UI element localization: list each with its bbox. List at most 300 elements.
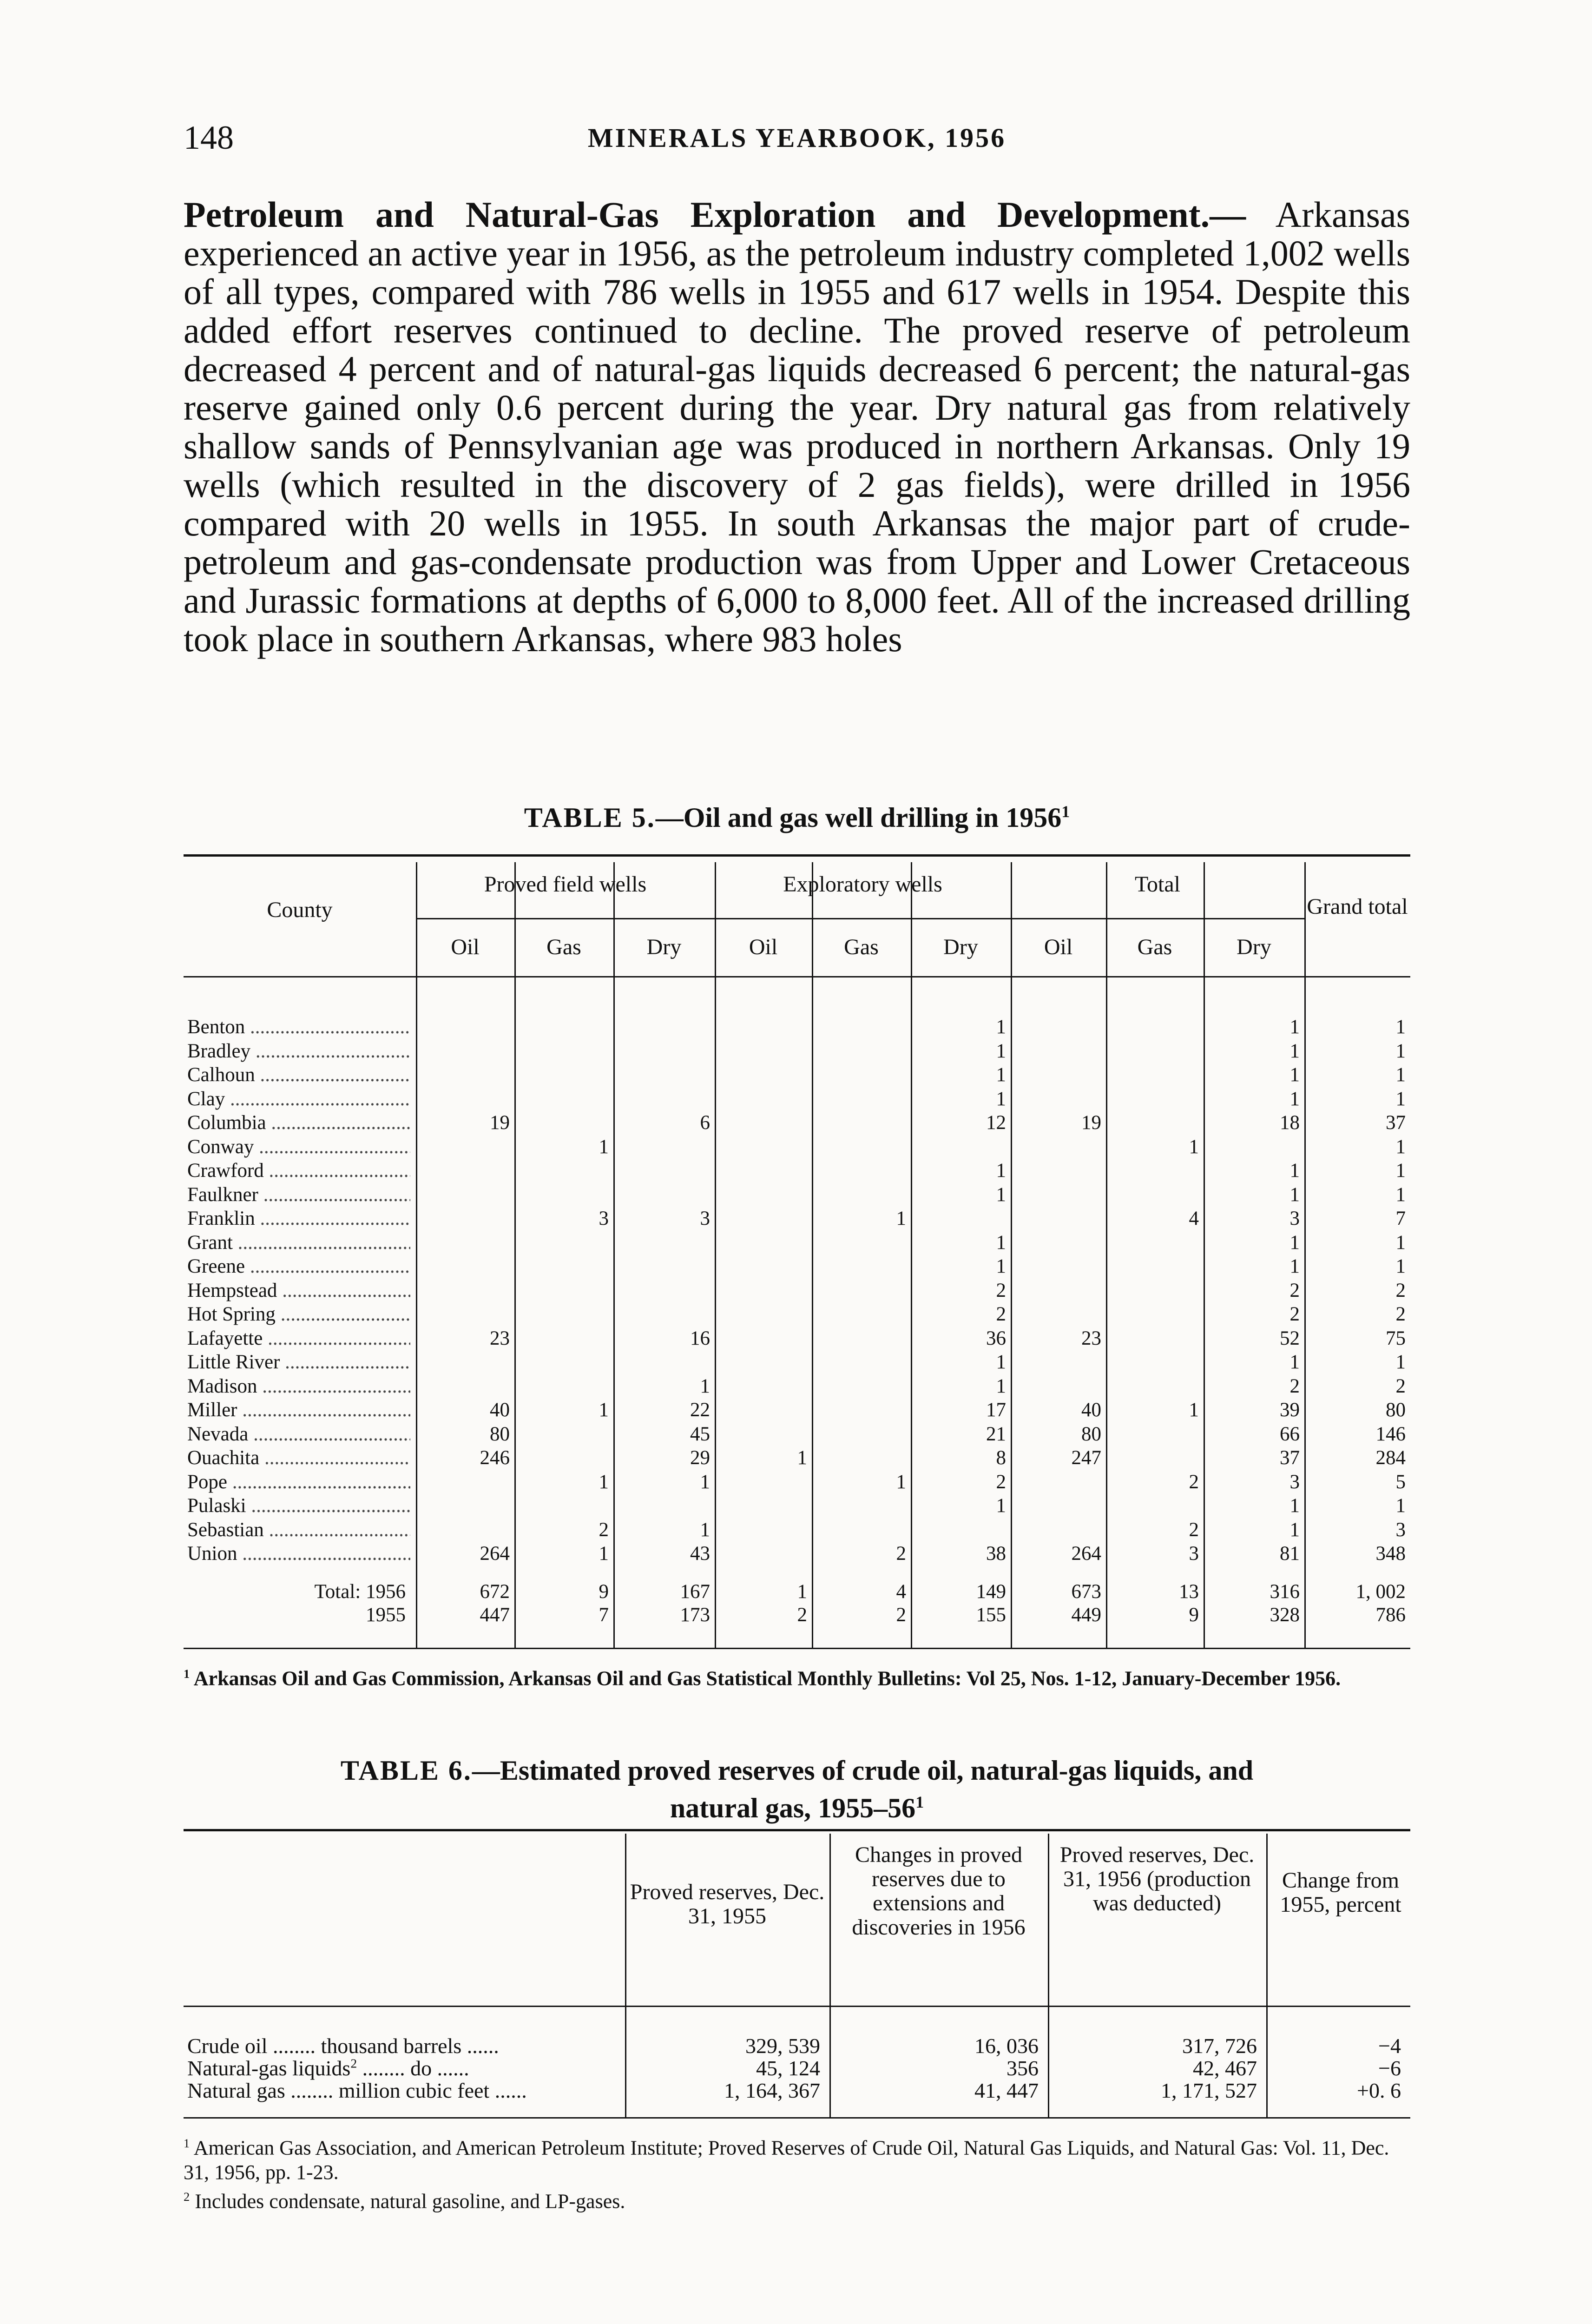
table-cell (514, 1111, 613, 1135)
page-number: 148 (184, 119, 234, 156)
table-cell (1106, 1040, 1204, 1063)
table-cell (1011, 1231, 1106, 1255)
row-label-text: Natural gas (187, 2079, 285, 2102)
table-cell: 1 (700, 1471, 710, 1493)
table-cell: 1 (996, 1040, 1006, 1062)
table-cell (416, 1063, 514, 1087)
table-cell (1106, 1446, 1204, 1470)
table-row (184, 1375, 1410, 1399)
table-cell: 786 (1375, 1604, 1406, 1626)
table-cell (1106, 1494, 1204, 1518)
county-name: Ouachita ..... (187, 1446, 410, 1469)
table-cell: 1 (996, 1088, 1006, 1110)
table-cell: 12 (986, 1112, 1006, 1134)
table-cell: 45, 124 (756, 2056, 820, 2080)
table-cell: 2 (896, 1604, 906, 1626)
table-cell (514, 1040, 613, 1063)
table-cell: 2 (1289, 1303, 1300, 1325)
table-cell (1106, 1303, 1204, 1327)
table-cell: 1 (1289, 1231, 1300, 1254)
table6-footnote-2-mark: 2 (184, 2189, 190, 2204)
table-row (184, 1446, 1410, 1470)
table-cell (1106, 1088, 1204, 1111)
table-row (184, 2056, 1410, 2081)
county-name: Nevada ..... (187, 1423, 410, 1446)
table-cell (812, 1351, 911, 1374)
table-cell (613, 1040, 715, 1063)
table-row (184, 1088, 1410, 1111)
table-cell: 23 (1081, 1327, 1101, 1349)
table-cell (1011, 1016, 1106, 1039)
table-row (184, 1016, 1410, 1039)
table-cell: 1 (996, 1064, 1006, 1086)
row-label (187, 2034, 615, 2058)
table-cell: 1 (599, 1136, 609, 1158)
table-cell: 23 (490, 1327, 510, 1349)
table-cell: 1 (700, 1375, 710, 1397)
table-cell (1106, 1351, 1204, 1374)
table-cell: 52 (1280, 1327, 1300, 1349)
table-cell: 40 (1081, 1399, 1101, 1421)
table-cell (416, 1279, 514, 1303)
table-row (184, 1423, 1410, 1446)
table-cell (613, 1016, 715, 1039)
table-cell: 2 (996, 1471, 1006, 1493)
table-cell (613, 1088, 715, 1111)
table-cell (911, 1207, 1011, 1231)
table-cell (1106, 1279, 1204, 1303)
table-cell (715, 1351, 812, 1374)
table-cell: 264 (1071, 1543, 1101, 1565)
table-cell (1204, 1136, 1304, 1159)
table-cell (812, 1088, 911, 1111)
table-cell (1106, 1159, 1204, 1183)
table-cell (1011, 1279, 1106, 1303)
table-cell: 1 (1395, 1351, 1406, 1373)
table-cell (514, 1159, 613, 1183)
table-cell: 1 (1395, 1183, 1406, 1206)
table6-footnotes (184, 2131, 1410, 2213)
table-cell: 328 (1270, 1604, 1300, 1626)
table-cell (1011, 1375, 1106, 1399)
table-cell (715, 1255, 812, 1279)
t5-sub-dry: Dry (943, 935, 978, 959)
table-cell: 1 (599, 1471, 609, 1493)
table-cell (514, 1494, 613, 1518)
table-cell (514, 1088, 613, 1111)
table-cell: 2 (996, 1303, 1006, 1325)
county-name: Conway ..... (187, 1136, 410, 1158)
table-cell: 1 (599, 1543, 609, 1565)
table-cell (715, 1327, 812, 1351)
table6-caption (184, 1755, 1410, 1824)
table-cell (1011, 1040, 1106, 1063)
table-cell: 21 (986, 1423, 1006, 1445)
table5-top-rule (184, 854, 1410, 857)
table-cell (514, 1231, 613, 1255)
table-cell: 1 (1289, 1351, 1300, 1373)
table6-caption-prefix: TABLE 6. (340, 1755, 472, 1786)
table-cell: 155 (976, 1604, 1006, 1626)
table-cell (416, 1255, 514, 1279)
table-cell: 1 (797, 1447, 807, 1469)
table-cell: 18 (1280, 1112, 1300, 1134)
table-cell: 1 (996, 1351, 1006, 1373)
table-cell (1011, 1471, 1106, 1494)
table-cell: 66 (1280, 1423, 1300, 1445)
table-cell: 1 (996, 1231, 1006, 1254)
table-cell (416, 1040, 514, 1063)
table-cell: 1 (996, 1255, 1006, 1277)
table5-footnote-mark: 1 (184, 1667, 190, 1681)
t6-header-rule (184, 2006, 1410, 2007)
table-cell (613, 1231, 715, 1255)
table-cell: 2 (797, 1604, 807, 1626)
table-cell (514, 1351, 613, 1374)
table-cell (416, 1303, 514, 1327)
leader-dots: ........ (357, 2056, 411, 2080)
table-cell (715, 1519, 812, 1542)
t6-header-1956: Proved reserves, Dec. 31, 1956 (production was deducted) (1059, 1842, 1255, 1915)
t5-group-rule (416, 918, 1304, 919)
table-cell: 19 (490, 1112, 510, 1134)
t6-header-1955: Proved reserves, Dec. 31, 1955 (630, 1880, 825, 1928)
table-cell: 3 (1189, 1543, 1199, 1565)
table-cell (812, 1375, 911, 1399)
table-cell: 39 (1280, 1399, 1300, 1421)
table-cell (715, 1542, 812, 1566)
county-name: Franklin ..... (187, 1207, 410, 1230)
table-cell (416, 1159, 514, 1183)
table-cell: 9 (1189, 1604, 1199, 1626)
table6-footnote-1-mark: 1 (184, 2136, 190, 2150)
row-label-text: Crude oil (187, 2034, 268, 2058)
table6-footnote-2 (184, 2185, 1410, 2214)
table-cell: 9 (599, 1581, 609, 1603)
table-cell (1106, 1231, 1204, 1255)
table-cell: 1 (996, 1160, 1006, 1182)
table-cell: 22 (690, 1399, 710, 1421)
table-cell: −6 (1378, 2056, 1401, 2080)
table-cell: 8 (996, 1447, 1006, 1469)
t5-sub-dry: Dry (1237, 935, 1271, 959)
table-cell: 1 (1289, 1160, 1300, 1182)
county-name: Hot Spring ..... (187, 1303, 410, 1326)
table-cell (613, 1255, 715, 1279)
table-row (184, 1494, 1410, 1518)
table-cell: 167 (680, 1581, 710, 1603)
table-cell (514, 1303, 613, 1327)
table5 (184, 862, 1410, 1648)
table-cell (1011, 1088, 1106, 1111)
table-row (184, 1399, 1410, 1422)
leader-dots: ...... (432, 2056, 469, 2080)
table-cell: 1 (1395, 1040, 1406, 1062)
table-cell: 1 (1289, 1255, 1300, 1277)
table-row (184, 1207, 1410, 1231)
table-cell: 1 (1395, 1136, 1406, 1158)
table-cell: 4 (896, 1581, 906, 1603)
t5-county-header: County (267, 898, 333, 922)
table-cell (613, 1063, 715, 1087)
table-cell (416, 1207, 514, 1231)
table-cell: 447 (480, 1604, 510, 1626)
table-cell (1106, 1327, 1204, 1351)
table-cell (613, 1351, 715, 1374)
table-cell (1011, 1519, 1106, 1542)
table-cell (715, 1063, 812, 1087)
leader-dots: ........ (267, 2034, 321, 2058)
row-label (187, 2056, 615, 2080)
table6-top-rule (184, 1829, 1410, 1831)
table-cell: 37 (1386, 1112, 1406, 1134)
table-cell (1106, 1255, 1204, 1279)
table-cell (1106, 1111, 1204, 1135)
table-cell: 42, 467 (1193, 2056, 1257, 2080)
table-cell: 348 (1375, 1543, 1406, 1565)
table-cell: 13 (1179, 1581, 1199, 1603)
t5-sub-gas: Gas (844, 935, 879, 959)
table-cell: 1 (797, 1581, 807, 1603)
table-cell (715, 1375, 812, 1399)
county-name: Sebastian ..... (187, 1519, 410, 1541)
county-name: Pope ..... (187, 1471, 410, 1493)
table-row (184, 1159, 1410, 1183)
paragraph-lead: Petroleum and Natural-Gas Exploration and Development.— (184, 194, 1246, 235)
table-cell: 2 (1289, 1375, 1300, 1397)
table6-caption-line1: —Estimated proved reserves of crude oil, natural-gas liquids, and (472, 1755, 1254, 1786)
table-cell: 317, 726 (1182, 2034, 1257, 2058)
table-cell (911, 1519, 1011, 1542)
table-cell (1011, 1303, 1106, 1327)
county-name: Little River ..... (187, 1351, 410, 1373)
table-row (184, 1183, 1410, 1207)
table-cell: 264 (480, 1543, 510, 1565)
table-cell: 80 (1386, 1399, 1406, 1421)
county-name: Hempstead ..... (187, 1279, 410, 1302)
row-note: 2 (350, 2056, 357, 2071)
table-cell (812, 1016, 911, 1039)
table-cell: 2 (1395, 1279, 1406, 1301)
table-cell: 1 (996, 1375, 1006, 1397)
table-row (184, 1111, 1410, 1135)
table-cell (1011, 1136, 1106, 1159)
county-name: Miller ..... (187, 1399, 410, 1421)
table-cell (911, 1136, 1011, 1159)
table-cell (715, 1183, 812, 1207)
table-cell: 284 (1375, 1447, 1406, 1469)
table-cell (1106, 1016, 1204, 1039)
table-total-row (184, 1580, 1410, 1604)
body-paragraph (184, 195, 1410, 658)
table-cell: 246 (480, 1447, 510, 1469)
table-cell: 2 (1395, 1375, 1406, 1397)
table-cell (715, 1399, 812, 1422)
table-cell (715, 1423, 812, 1446)
table-cell (416, 1494, 514, 1518)
table-cell: 1 (1289, 1519, 1300, 1541)
table5-caption-text: —Oil and gas well drilling in 1956 (655, 802, 1062, 833)
table-cell: 1 (1395, 1016, 1406, 1038)
running-head: MINERALS YEARBOOK, 1956 (587, 123, 1007, 153)
table-row (184, 2034, 1410, 2059)
table-cell: 1 (896, 1471, 906, 1493)
leader-dots: ...... (489, 2079, 527, 2102)
table-row (184, 1471, 1410, 1494)
t5-header-rule (184, 976, 1410, 977)
county-name: Bradley ..... (187, 1040, 410, 1063)
table-cell: 80 (490, 1423, 510, 1445)
county-name: Lafayette ..... (187, 1327, 410, 1350)
table-cell (416, 1519, 514, 1542)
table-cell: 3 (1289, 1208, 1300, 1229)
table-cell: 3 (700, 1208, 710, 1229)
table-cell (514, 1016, 613, 1039)
table-cell (613, 1159, 715, 1183)
table6 (184, 1834, 1410, 2117)
table-cell: 1 (1395, 1495, 1406, 1517)
t5-group-total: Total (1135, 872, 1180, 897)
county-name: Greene ..... (187, 1255, 410, 1278)
table-row (184, 1279, 1410, 1303)
table-cell (715, 1231, 812, 1255)
table5-bottom-rule (184, 1648, 1410, 1649)
table-cell (514, 1063, 613, 1087)
county-name: Benton ..... (187, 1016, 410, 1038)
table-cell (812, 1303, 911, 1327)
total-label: 1955 (366, 1604, 406, 1626)
table6-footnote-2-text: Includes condensate, natural gasoline, and LP-gases. (195, 2190, 625, 2213)
table-cell: 16, 036 (974, 2034, 1039, 2058)
table-cell: 1 (996, 1016, 1006, 1038)
table-cell (812, 1399, 911, 1422)
county-name: Union ..... (187, 1542, 410, 1565)
table-cell: 7 (599, 1604, 609, 1626)
table-cell: 1 (1289, 1088, 1300, 1110)
table-cell (812, 1519, 911, 1542)
table6-footnote-1-text: American Gas Association, and American Petroleum Institute; Proved Reserves of Crude Oil, Natural Gas Liquids, and Natural Gas: Vol. 11, Dec. 31, 1956, pp. 1-23. (184, 2136, 1389, 2184)
table-cell (715, 1136, 812, 1159)
total-label: Total: 1956 (314, 1581, 406, 1603)
table-cell (1011, 1183, 1106, 1207)
table-cell: 4 (1189, 1208, 1199, 1229)
t5-sub-gas: Gas (1137, 935, 1172, 959)
table-cell: 19 (1081, 1112, 1101, 1134)
table-cell (613, 1303, 715, 1327)
table-cell: 2 (1189, 1519, 1199, 1541)
table-cell: 29 (690, 1447, 710, 1469)
table-cell: 75 (1386, 1327, 1406, 1349)
table-cell: 3 (599, 1208, 609, 1229)
table-cell: 2 (896, 1543, 906, 1565)
table-cell (613, 1183, 715, 1207)
table-total-row (184, 1604, 1410, 1627)
table-cell: 3 (1289, 1471, 1300, 1493)
table-cell: 1 (1189, 1399, 1199, 1421)
table-cell: 329, 539 (745, 2034, 820, 2058)
table-cell: 1 (599, 1399, 609, 1421)
table-cell (715, 1040, 812, 1063)
table-row (184, 1231, 1410, 1255)
table-cell: 316 (1270, 1581, 1300, 1603)
table-cell (514, 1255, 613, 1279)
table-cell (715, 1159, 812, 1183)
table-cell: 1 (996, 1183, 1006, 1206)
table-cell: 7 (1395, 1208, 1406, 1229)
leader-dots: ...... (461, 2034, 499, 2058)
table-cell (715, 1303, 812, 1327)
t5-sub-dry: Dry (646, 935, 682, 959)
t5-grand-total-header: Grand total (1307, 894, 1408, 919)
table-cell (715, 1494, 812, 1518)
table6-caption-note: 1 (915, 1793, 924, 1811)
table-cell: 1 (1289, 1040, 1300, 1062)
table-cell (812, 1136, 911, 1159)
table-cell: 247 (1071, 1447, 1101, 1469)
table-cell (416, 1136, 514, 1159)
table-cell (1106, 1183, 1204, 1207)
table-cell (812, 1327, 911, 1351)
table-row (184, 1327, 1410, 1351)
table-cell (613, 1494, 715, 1518)
table-row (184, 1136, 1410, 1159)
table-cell: 40 (490, 1399, 510, 1421)
table-cell (812, 1040, 911, 1063)
table-cell (1011, 1255, 1106, 1279)
county-name: Grant ..... (187, 1231, 410, 1254)
table-cell: 1 (1395, 1160, 1406, 1182)
table5-footnote (184, 1662, 1410, 1691)
table-cell (514, 1375, 613, 1399)
table-cell (416, 1471, 514, 1494)
table-cell: 1 (1289, 1183, 1300, 1206)
table-cell: 1 (1395, 1088, 1406, 1110)
t5-sub-oil: Oil (749, 935, 778, 959)
county-name: Columbia ..... (187, 1111, 410, 1134)
table-cell: 672 (480, 1581, 510, 1603)
t5-sub-oil: Oil (451, 935, 480, 959)
county-name: Calhoun ..... (187, 1063, 410, 1086)
row-label-text: Natural-gas liquids (187, 2056, 351, 2080)
leader-dots: ........ (285, 2079, 339, 2102)
t5-sub-gas: Gas (546, 935, 581, 959)
table-cell (514, 1279, 613, 1303)
table-cell: 1 (1395, 1255, 1406, 1277)
table-cell (416, 1016, 514, 1039)
table-cell (613, 1279, 715, 1303)
table-cell (416, 1183, 514, 1207)
table-row (184, 1351, 1410, 1374)
table-cell: 356 (1007, 2056, 1039, 2080)
table-row (184, 1303, 1410, 1327)
table-cell (812, 1111, 911, 1135)
table-cell (416, 1088, 514, 1111)
table-cell (1011, 1494, 1106, 1518)
table-cell (812, 1231, 911, 1255)
table-cell: 146 (1375, 1423, 1406, 1445)
table-cell: 2 (1395, 1303, 1406, 1325)
t6-header-changes: Changes in proved reserves due to extensions and discoveries in 1956 (852, 1842, 1026, 1940)
table6-footnote-1 (184, 2131, 1410, 2185)
table-cell (416, 1231, 514, 1255)
table-cell: 2 (599, 1519, 609, 1541)
table-cell (812, 1063, 911, 1087)
table-cell: +0. 6 (1357, 2079, 1401, 2102)
table-cell: 1, 171, 527 (1161, 2079, 1257, 2102)
t5-group-proved: Proved field wells (484, 872, 647, 897)
table-cell (416, 1351, 514, 1374)
table-cell: 17 (986, 1399, 1006, 1421)
